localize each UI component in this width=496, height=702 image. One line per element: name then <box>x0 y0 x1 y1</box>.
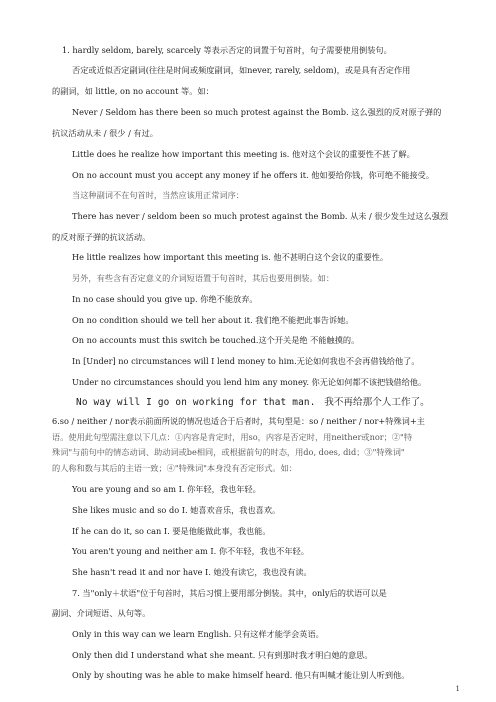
example-line: On no account must you accept any money if he offers it. 他如要给你钱，你可绝不能接受。 <box>72 170 435 180</box>
page-number: 1 <box>455 685 460 693</box>
example-line: Only by shouting was he able to make himself heard. 他只有叫喊才能让别人听到他。 <box>72 670 410 680</box>
example-line <box>0 397 496 408</box>
paragraph-line: 的副词，如 little, on no account 等。如： <box>52 86 214 96</box>
example-english: No way will I go on working for that man. <box>76 397 316 408</box>
paragraph-line: 另外，有些含有否定意义的介词短语置于句首时，其后也要用倒装。如： <box>72 273 335 283</box>
example-line: In [Under] no circumstances will I lend money to him.无论如何我也不会再借钱给他了。 <box>72 356 420 366</box>
example-line: You aren't young and neither am I. 你不年轻，我也不年轻。 <box>72 546 309 556</box>
example-line: 抗议活动从未 / 很少 / 有过。 <box>52 128 158 138</box>
item-6-line: 语。使用此句型需注意以下几点：①内容是肯定时，用so，内容是否定时，用neither或nor；②"特 <box>52 432 413 442</box>
item-6-line: 殊词"与前句中的情态动词、助动词或be相同，或根据前句的时态，用do, does, did；③"特殊词" <box>52 447 405 457</box>
example-line: If he can do it, so can I. 要是他能做此事，我也能。 <box>72 526 271 536</box>
example-line: On no condition should we tell her about it. 我们绝不能把此事告诉她。 <box>72 315 354 325</box>
example-line: She hasn't read it and nor have I. 她没有读它，我也没有读。 <box>72 567 312 577</box>
example-line: Only then did I understand what she meant. 只有到那时我才明白她的意思。 <box>72 650 373 660</box>
example-line: She likes music and so do I. 她喜欢音乐，我也喜欢。 <box>72 505 281 515</box>
item-1-heading: 1. hardly seldom, barely, scarcely 等表示否定的词置于句首时，句子需要使用倒装句。 <box>62 45 392 55</box>
example-line: 的反对原子弹的抗议活动。 <box>52 232 151 242</box>
example-line: On no accounts must this switch be touched.这个开关是绝 不能触摸的。 <box>72 335 360 345</box>
example-line: He little realizes how important this meeting is. 他不甚明白这个会议的重要性。 <box>72 252 389 262</box>
example-line: Only in this way can we learn English. 只有这样才能学会英语。 <box>72 629 324 639</box>
item-6-line: 6.so / neither / nor表示前面所说的情况也适合于后者时，其句型是：so / neither / nor+特殊词+主 <box>52 416 425 426</box>
paragraph-line: 当这种副词不在句首时，当然应该用正常词序： <box>72 190 244 200</box>
paragraph-line: 否定或近似否定副词(往往是时间或频度副词，如never, rarely, seldom)，或是具有否定作用 <box>72 65 411 75</box>
paragraph-line: 副词、介词短语、从句等。 <box>52 608 151 618</box>
example-line: Under no circumstances should you lend him any money. 你无论如何都不该把钱借给他。 <box>72 377 427 387</box>
example-line: In no case should you give up. 你绝不能放弃。 <box>72 294 258 304</box>
item-7-heading: 7. 当"only＋状语"位于句首时，其后习惯上要用部分倒装。其中，only后的状语可以是 <box>72 588 387 598</box>
example-line: Never / Seldom has there been so much protest against the Bomb. 这么强烈的反对原子弹的 <box>72 107 442 117</box>
example-line: There has never / seldom been so much protest against the Bomb. 从未 / 很少发生过这么强烈 <box>72 211 449 221</box>
item-6-line: 的人称和数与其后的主语一致；④"特殊词"本身没有否定形式。如： <box>52 463 297 473</box>
example-line: You are young and so am I. 你年轻，我也年轻。 <box>72 484 261 494</box>
example-line: Little does he realize how important this meeting is. 他对这个会议的重要性不甚了解。 <box>72 149 415 159</box>
example-translation: 我不再给那个人工作了。 <box>324 397 430 408</box>
